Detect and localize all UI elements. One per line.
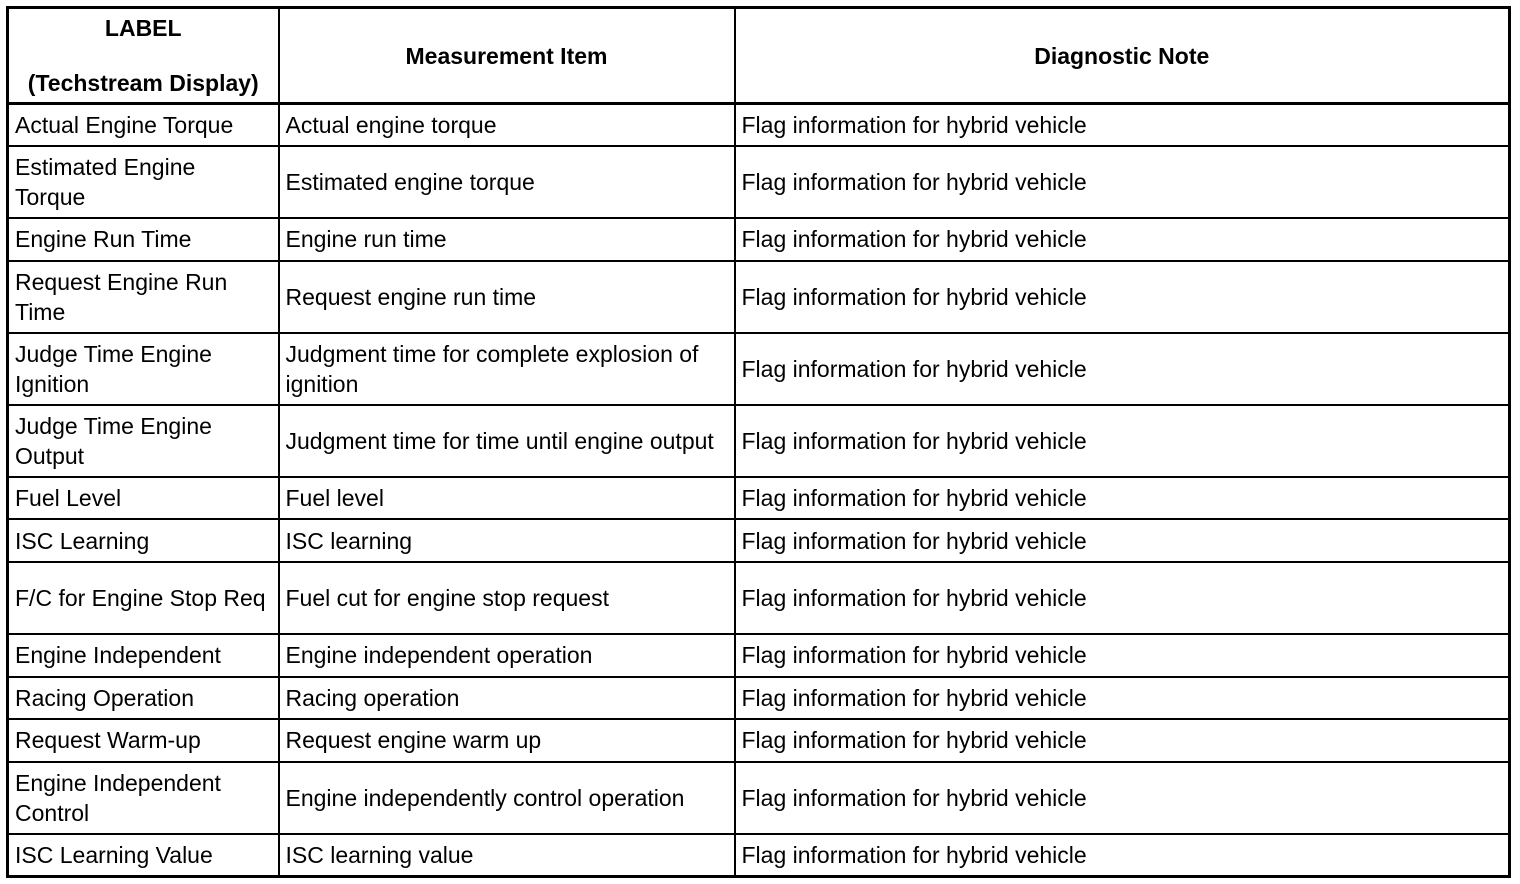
table-row xyxy=(8,104,1510,147)
header-measurement-item: Measurement Item xyxy=(279,8,735,104)
cell-measurement-item: Fuel level xyxy=(279,477,735,520)
cell-label: Judge Time Engine Ignition xyxy=(8,333,279,405)
cell-label: Engine Independent Control xyxy=(8,762,279,834)
cell-measurement-item: ISC learning value xyxy=(279,834,735,877)
cell-label: Judge Time Engine Output xyxy=(8,405,279,477)
cell-measurement-item: Request engine warm up xyxy=(279,719,735,762)
table-row xyxy=(8,146,1510,218)
cell-measurement-item: Judgment time for time until engine output xyxy=(279,405,735,477)
cell-diagnostic-note: Flag information for hybrid vehicle xyxy=(735,677,1510,720)
cell-diagnostic-note: Flag information for hybrid vehicle xyxy=(735,834,1510,877)
table-row xyxy=(8,762,1510,834)
table-row xyxy=(8,333,1510,405)
cell-diagnostic-note: Flag information for hybrid vehicle xyxy=(735,562,1510,634)
cell-diagnostic-note: Flag information for hybrid vehicle xyxy=(735,719,1510,762)
cell-measurement-item: Engine run time xyxy=(279,218,735,261)
cell-label: ISC Learning Value xyxy=(8,834,279,877)
cell-diagnostic-note: Flag information for hybrid vehicle xyxy=(735,261,1510,333)
cell-measurement-item: ISC learning xyxy=(279,519,735,562)
cell-measurement-item: Actual engine torque xyxy=(279,104,735,147)
cell-label: Engine Independent xyxy=(8,634,279,677)
data-list-table-container xyxy=(6,6,1508,878)
cell-diagnostic-note: Flag information for hybrid vehicle xyxy=(735,762,1510,834)
cell-measurement-item: Estimated engine torque xyxy=(279,146,735,218)
cell-label: Engine Run Time xyxy=(8,218,279,261)
table-row xyxy=(8,261,1510,333)
cell-label: Request Engine Run Time xyxy=(8,261,279,333)
table-row xyxy=(8,218,1510,261)
header-label xyxy=(8,8,279,104)
table-row xyxy=(8,405,1510,477)
header-label-line2: (Techstream Display) xyxy=(27,70,259,96)
cell-label: ISC Learning xyxy=(8,519,279,562)
cell-diagnostic-note: Flag information for hybrid vehicle xyxy=(735,218,1510,261)
header-diagnostic-note: Diagnostic Note xyxy=(735,8,1510,104)
cell-diagnostic-note: Flag information for hybrid vehicle xyxy=(735,104,1510,147)
cell-diagnostic-note: Flag information for hybrid vehicle xyxy=(735,333,1510,405)
cell-diagnostic-note: Flag information for hybrid vehicle xyxy=(735,519,1510,562)
cell-diagnostic-note: Flag information for hybrid vehicle xyxy=(735,405,1510,477)
data-list-table xyxy=(6,6,1511,878)
cell-label: Request Warm-up xyxy=(8,719,279,762)
cell-label: Racing Operation xyxy=(8,677,279,720)
cell-label: F/C for Engine Stop Req xyxy=(8,562,279,634)
cell-diagnostic-note: Flag information for hybrid vehicle xyxy=(735,634,1510,677)
table-row xyxy=(8,477,1510,520)
cell-measurement-item: Engine independent operation xyxy=(279,634,735,677)
cell-measurement-item: Engine independently control operation xyxy=(279,762,735,834)
cell-measurement-item: Racing operation xyxy=(279,677,735,720)
table-row xyxy=(8,719,1510,762)
cell-label: Estimated Engine Torque xyxy=(8,146,279,218)
header-label-line1: LABEL xyxy=(104,15,182,41)
table-row xyxy=(8,519,1510,562)
table-row xyxy=(8,677,1510,720)
table-row xyxy=(8,634,1510,677)
table-row xyxy=(8,834,1510,877)
cell-measurement-item: Judgment time for complete explosion of ignition xyxy=(279,333,735,405)
cell-label: Actual Engine Torque xyxy=(8,104,279,147)
cell-measurement-item: Fuel cut for engine stop request xyxy=(279,562,735,634)
table-body xyxy=(8,104,1510,877)
cell-diagnostic-note: Flag information for hybrid vehicle xyxy=(735,146,1510,218)
table-header-row xyxy=(8,8,1510,104)
cell-diagnostic-note: Flag information for hybrid vehicle xyxy=(735,477,1510,520)
cell-measurement-item: Request engine run time xyxy=(279,261,735,333)
table-row xyxy=(8,562,1510,634)
cell-label: Fuel Level xyxy=(8,477,279,520)
